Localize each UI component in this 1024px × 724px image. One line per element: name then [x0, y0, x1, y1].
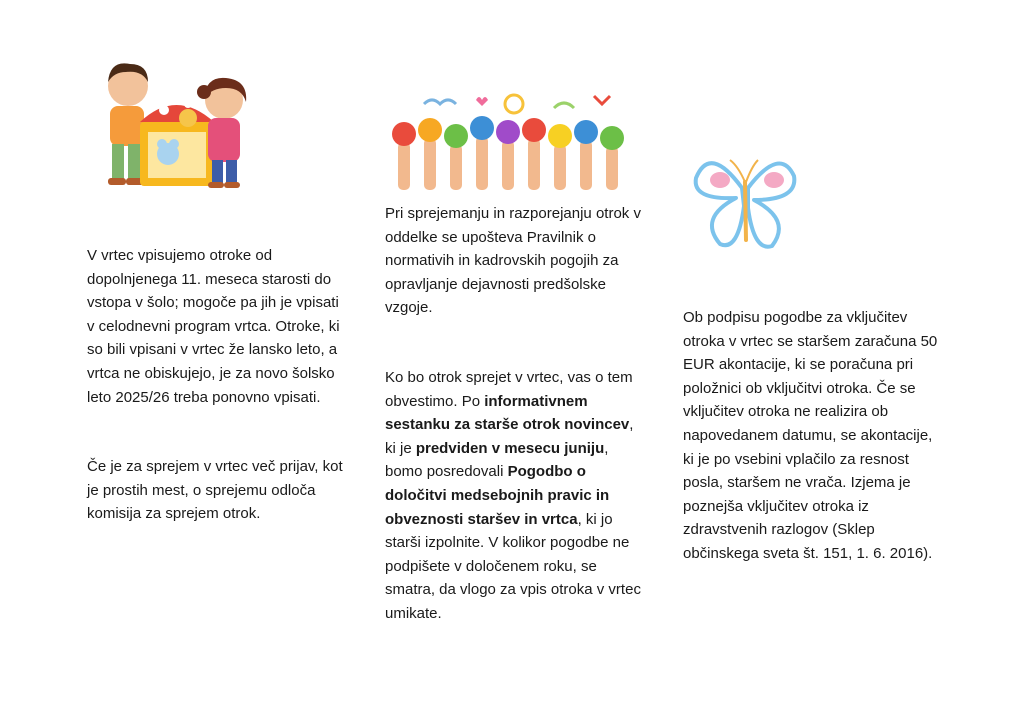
deposit-paragraph: Ob podpisu pogodbe za vključitev otroka v vrtec se staršem zaračuna 50 EUR akontacije, ki se poračuna pri položnici ob vključitvi otroka. Če se vključitev otroka ne realizira ob napovedanem datumu, se akontacije, ki je po vsebini vplačilo za resnost posla, staršem ne vrača. Izjema je poznejša vključitev otroka iz zdravstvenih razlogov (Sklep občinskega sveta št. 151, 1. 6. 2016). — [683, 309, 938, 562]
contract-bold: Pogodbo o določitvi medsebojnih pravic in obveznosti staršev in vrtca — [385, 463, 610, 528]
june-bold: predviden v mesecu juniju — [415, 439, 605, 457]
painted-hands-icon — [384, 90, 634, 190]
column-middle — [385, 202, 647, 626]
contract-paragraph: Ko bo otrok sprejet v vrtec, vas o tem obvestimo. Po informativnem sestanku za starše otrok novincev, ki je predviden v mesecu juniju, bomo posredovali Pogodbo o določitvi medsebojnih pravic in obveznosti staršev in vrtca, ki jo starši izpolnite. V kolikor pogodbe ne podpišete v določenem roku, se smatra, da vlogo za vpis otroka v vrtec umikate. — [385, 368, 641, 622]
commission-paragraph: Če je za sprejem v vrtec več prijav, kot je prostih mest, o sprejemu odloča komisija za sprejem otrok. — [87, 458, 343, 523]
column-right — [683, 306, 945, 566]
butterfly-icon — [690, 148, 802, 260]
column-left — [87, 244, 347, 526]
regulation-paragraph: Pri sprejemanju in razporejanju otrok v oddelke se upošteva Pravilnik o normativih in kadrovskih pogojih za opravljanje dejavnosti predšolske vzgoje. — [385, 205, 641, 317]
info-meeting-bold: informativnem sestanku za starše otrok novincev — [385, 392, 630, 434]
enrollment-paragraph: V vrtec vpisujemo otroke od dopolnjenega 11. meseca starosti do vstopa v šolo; mogoče pa jih je vpisati v celodnevni program vrtca. Otroke, ki so bili vpisani v vrtec že lansko leto, a vrtca ne obiskujejo, je za novo šolsko leto 2025/26 treba ponovno vpisati. — [87, 247, 340, 406]
children-playing-icon — [96, 58, 256, 194]
